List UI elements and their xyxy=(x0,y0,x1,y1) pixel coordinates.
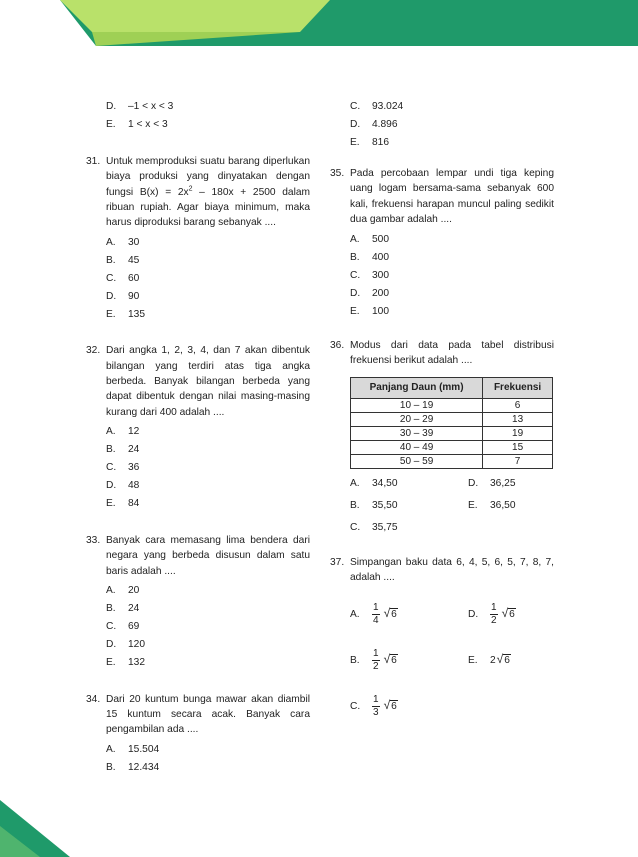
left-column xyxy=(86,98,310,791)
option-e[interactable]: E. 816 xyxy=(350,137,389,149)
table-cell: 30 – 39 xyxy=(351,426,483,440)
question-stem: Untuk memproduksi suatu barang diperlukan biaya produksi yang dinyatakan dengan fungsi $B(x) = 2x^2 - 180x + 2500$ dalam ribuan rupiah. Agar biaya minimum, maka harus diproduksi barang sebanyak .... xyxy=(106,156,310,229)
table-row xyxy=(351,398,553,412)
column-header: Frekuensi xyxy=(483,377,553,398)
square-root: √ 6 xyxy=(501,606,515,621)
table-row xyxy=(351,440,553,454)
option-e[interactable]: E. 135 xyxy=(106,308,145,320)
fraction: $\frac{1}{2}$ xyxy=(491,601,497,626)
question-stem: Banyak cara memasang lima bendera dari negara yang berbeda disusun dalam satu baris adalah .... xyxy=(106,534,310,577)
option-a[interactable]: A. $\frac{1}{4}$ √ 6 xyxy=(350,601,397,626)
square-root: √ 6 xyxy=(383,606,397,621)
question-number: 33. xyxy=(86,534,101,546)
right-column xyxy=(330,98,554,735)
option-b[interactable]: B. 45 xyxy=(106,254,140,266)
option-b[interactable]: B. 35,50 xyxy=(350,500,398,512)
option-d[interactable]: D. 36,25 xyxy=(468,478,516,490)
question-stem: Simpangan baku data 6, 4, 5, 6, 5, 7, 8, 7, adalah .... xyxy=(350,556,554,584)
table-cell: 13 xyxy=(483,412,553,426)
table-cell: 15 xyxy=(483,440,553,454)
question-stem: Pada percobaan lempar undi tiga keping uang logam bersama-sama sebanyak 600 kali, frekuensi harapan muncul paling sedikit dua gambar adalah .... xyxy=(350,168,554,225)
option-a[interactable]: A. 30 xyxy=(106,236,140,248)
option-c[interactable]: C. $\frac{1}{3}$ √ 6 xyxy=(350,693,397,718)
option-e[interactable]: E. 36,50 xyxy=(468,500,516,512)
option-c[interactable]: C. 93.024 xyxy=(350,101,404,113)
table-cell: 40 – 49 xyxy=(351,440,483,454)
question-37 xyxy=(330,555,554,722)
option-b[interactable]: B. 24 xyxy=(106,603,140,615)
option-a[interactable]: A. 20 xyxy=(106,585,140,597)
option-b[interactable]: B. 12.434 xyxy=(106,762,160,774)
option-a[interactable]: A. 15.504 xyxy=(106,744,160,756)
fraction: $\frac{1}{3}$ xyxy=(373,693,379,718)
table-cell: 6 xyxy=(483,398,553,412)
table-row xyxy=(351,454,553,468)
option-a[interactable]: A. 500 xyxy=(350,233,389,245)
column-header: Panjang Daun (mm) xyxy=(351,377,483,398)
question-number: 32. xyxy=(86,345,101,357)
question-number: 35. xyxy=(330,168,345,179)
square-root: √ 6 xyxy=(383,698,397,713)
option-d[interactable]: D. 4.896 xyxy=(350,119,398,131)
question-stem: Modus dari data pada tabel distribusi frekuensi berikut adalah .... xyxy=(350,340,554,367)
question-stem: Dari 20 kuntum bunga mawar akan diambil 15 kuntum secara acak. Banyak cara pengambilan ada .... xyxy=(106,693,310,736)
fraction: $\frac{1}{4}$ xyxy=(373,601,379,626)
option-d[interactable]: D. 48 xyxy=(106,480,140,492)
option-d[interactable]: D. $\frac{1}{2}$ √ 6 xyxy=(468,601,515,626)
square-root: √ 6 xyxy=(496,652,510,667)
question-stem: Dari angka 1, 2, 3, 4, dan 7 akan dibentuk bilangan yang terdiri atas tiga angka berbeda. Banyak bilangan berbeda yang dapat dibentuk dengan nilai masing-masing kurang dari 400 adalah .... xyxy=(106,345,310,418)
option-e[interactable]: E. 100 xyxy=(350,305,389,317)
option-e[interactable]: E. 1 < x < 3 xyxy=(106,119,168,131)
option-c[interactable]: C. 69 xyxy=(106,621,140,633)
question-33 xyxy=(86,533,310,672)
frequency-table xyxy=(350,377,553,469)
table-cell: 50 – 59 xyxy=(351,454,483,468)
question-number: 34. xyxy=(86,693,101,705)
question-number: 31. xyxy=(86,156,101,167)
square-root: √ 6 xyxy=(383,652,397,667)
question-number: 37. xyxy=(330,556,345,568)
coefficient: 2 xyxy=(490,654,496,666)
option-b[interactable]: B. 24 xyxy=(106,444,140,456)
table-cell: 7 xyxy=(483,454,553,468)
table-row xyxy=(351,426,553,440)
option-d[interactable]: D. 200 xyxy=(350,287,389,299)
fraction: $\frac{1}{2}$ xyxy=(373,647,379,672)
option-c[interactable]: C. 60 xyxy=(106,272,140,284)
question-36 xyxy=(330,338,554,537)
question-31 xyxy=(86,154,310,323)
option-c[interactable]: C. 300 xyxy=(350,269,389,281)
option-c[interactable]: C. 35,75 xyxy=(350,522,398,534)
question-30-tail xyxy=(86,98,310,134)
option-a[interactable]: A. 34,50 xyxy=(350,478,398,490)
option-b[interactable]: B. $\frac{1}{2}$ √ 6 xyxy=(350,647,397,672)
question-34 xyxy=(86,692,310,777)
question-34-tail xyxy=(330,98,554,152)
table-row xyxy=(351,412,553,426)
table-cell: 10 – 19 xyxy=(351,398,483,412)
option-e[interactable]: E. 2 √ 6 xyxy=(468,652,510,667)
table-cell: 20 – 29 xyxy=(351,412,483,426)
table-header-row xyxy=(351,377,553,398)
option-b[interactable]: B. 400 xyxy=(350,251,389,263)
option-c[interactable]: C. 36 xyxy=(106,462,140,474)
option-e[interactable]: E. 84 xyxy=(106,498,140,510)
option-d[interactable]: D. 120 xyxy=(106,639,145,651)
question-32 xyxy=(86,343,310,512)
option-d[interactable]: D. –1 < x < 3 xyxy=(106,101,174,113)
table-cell: 19 xyxy=(483,426,553,440)
option-d[interactable]: D. 90 xyxy=(106,290,140,302)
option-a[interactable]: A. 12 xyxy=(106,426,140,438)
header-band-light xyxy=(60,0,330,32)
question-number: 36. xyxy=(330,340,345,352)
option-e[interactable]: E. 132 xyxy=(106,657,145,669)
question-35 xyxy=(330,166,554,320)
